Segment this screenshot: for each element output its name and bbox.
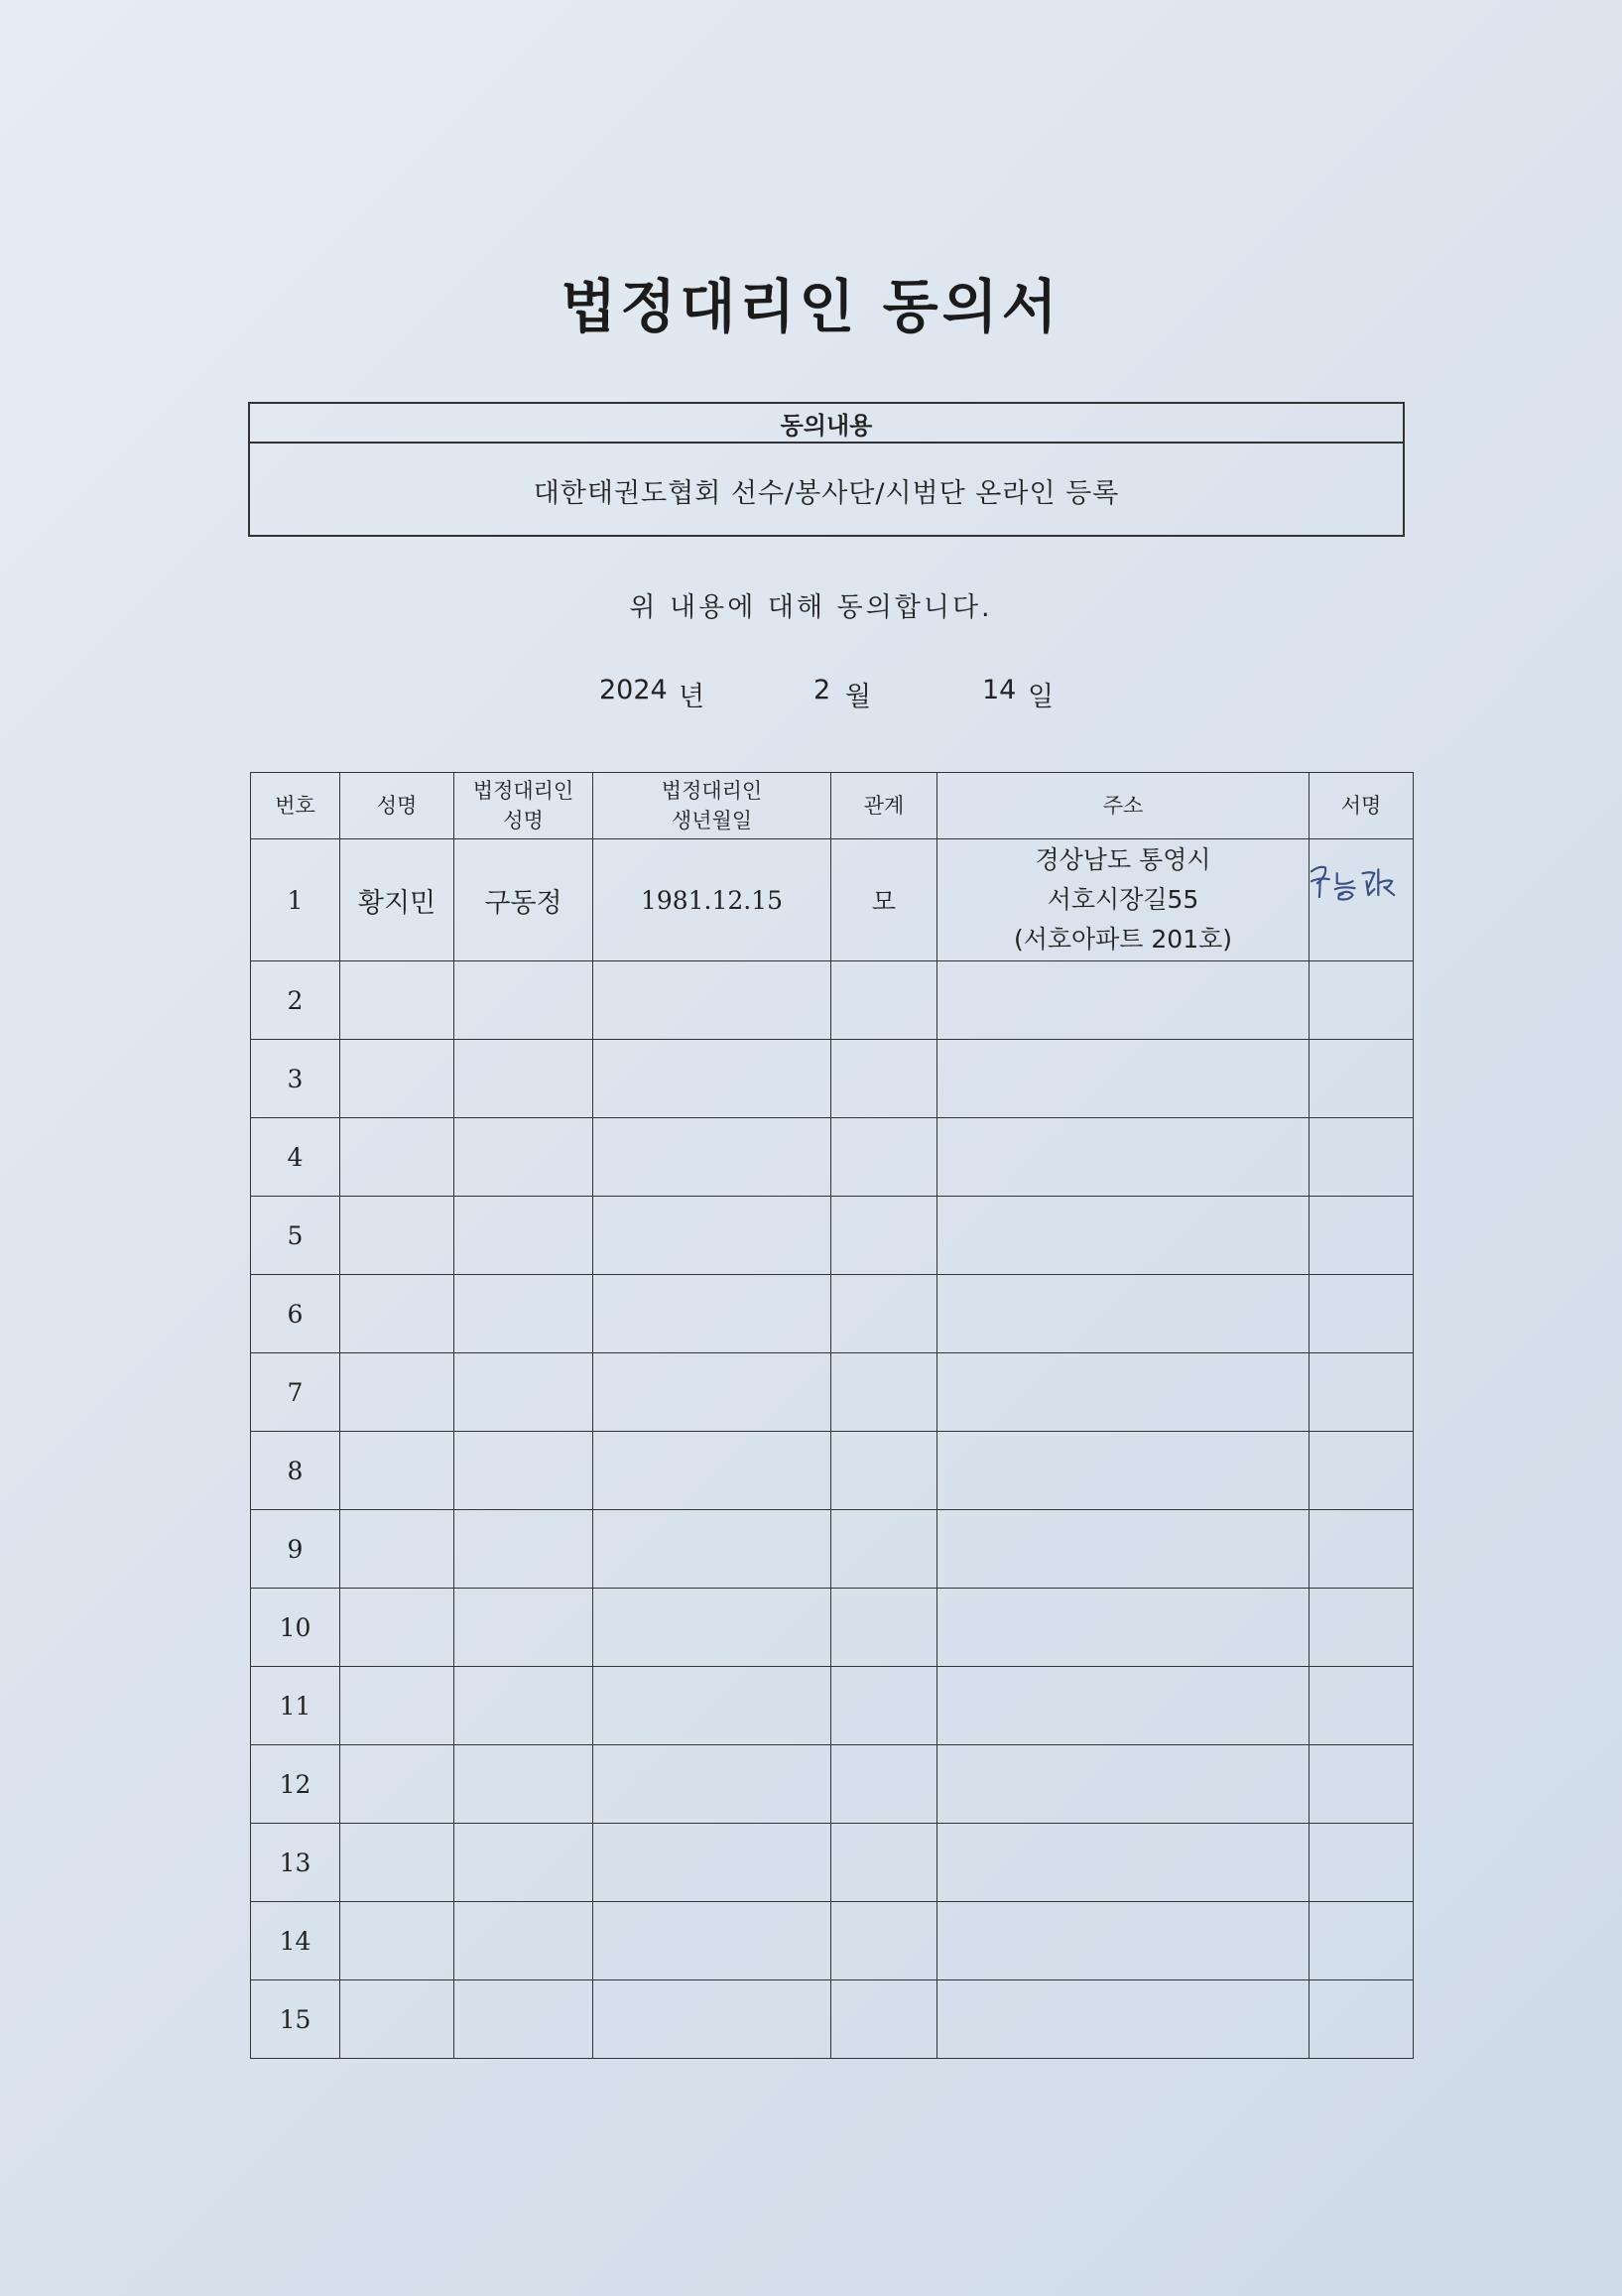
- signature-cell: [1310, 839, 1414, 961]
- relation: [831, 1040, 937, 1118]
- student-name: [340, 1353, 454, 1432]
- guardian-birthdate: [593, 961, 831, 1040]
- row-number: 8: [251, 1432, 340, 1510]
- address: [937, 1510, 1310, 1589]
- header-guardian-name-line2: 성명: [503, 809, 544, 832]
- table-row: [251, 1432, 1414, 1510]
- row-number: 7: [251, 1353, 340, 1432]
- address: [937, 1824, 1310, 1902]
- row-number: 3: [251, 1040, 340, 1118]
- relation: [831, 1745, 937, 1824]
- date-day-unit: 일: [1028, 682, 1055, 712]
- guardian-birthdate: [593, 1197, 831, 1275]
- header-guardian-name: [454, 773, 593, 839]
- relation: 모: [831, 839, 937, 961]
- student-name: [340, 1902, 454, 1980]
- table-row: [251, 1902, 1414, 1980]
- table-row: [251, 1040, 1414, 1118]
- relation: [831, 1980, 937, 2059]
- guardian-birthdate: [593, 1040, 831, 1118]
- guardian-name: [454, 1980, 593, 2059]
- row-number: 15: [251, 1980, 340, 2059]
- date-month-unit: 월: [845, 682, 872, 712]
- guardian-birthdate: [593, 1824, 831, 1902]
- table-row: [251, 1745, 1414, 1824]
- guardian-birthdate: [593, 1902, 831, 1980]
- student-name: [340, 1667, 454, 1745]
- header-guardian-birth: [593, 773, 831, 839]
- date-line: [0, 675, 1622, 712]
- page-title: 법정대리인 동의서: [561, 273, 1061, 340]
- relation: [831, 1589, 937, 1667]
- guardian-name: [454, 1745, 593, 1824]
- row-number: 9: [251, 1510, 340, 1589]
- relation: [831, 1902, 937, 1980]
- date-year-unit: 년: [679, 682, 705, 712]
- table-row: [251, 1589, 1414, 1667]
- address: [937, 1040, 1310, 1118]
- relation: [831, 1275, 937, 1353]
- relation: [831, 1432, 937, 1510]
- student-name: [340, 1745, 454, 1824]
- date-day: 14: [982, 675, 1017, 705]
- student-name: [340, 1432, 454, 1510]
- header-guardian-birth-line1: 법정대리인: [661, 779, 763, 803]
- address: [937, 1902, 1310, 1980]
- guardian-name: [454, 1589, 593, 1667]
- header-guardian-name-line1: 법정대리인: [472, 779, 574, 803]
- relation: [831, 1824, 937, 1902]
- signature-cell: [1310, 1040, 1414, 1118]
- relation: [831, 1353, 937, 1432]
- student-name: [340, 1118, 454, 1197]
- row-number: 4: [251, 1118, 340, 1197]
- row-number: 5: [251, 1197, 340, 1275]
- row-number: 11: [251, 1667, 340, 1745]
- student-name: [340, 1980, 454, 2059]
- signature-cell: [1310, 1745, 1414, 1824]
- guardian-birthdate: [593, 1589, 831, 1667]
- table-row: [251, 1353, 1414, 1432]
- signature-cell: [1310, 1510, 1414, 1589]
- student-name: [340, 1589, 454, 1667]
- table-row: [251, 1275, 1414, 1353]
- guardian-name: [454, 1432, 593, 1510]
- consent-box: [248, 402, 1405, 537]
- guardian-birthdate: [593, 1980, 831, 2059]
- address: [937, 1275, 1310, 1353]
- address-line2: 서호시장길55: [1047, 885, 1199, 914]
- guardian-name: [454, 1197, 593, 1275]
- guardian-name: [454, 1040, 593, 1118]
- address: [937, 1353, 1310, 1432]
- student-name: 황지민: [340, 839, 454, 961]
- address: [937, 1197, 1310, 1275]
- table-row: [251, 1510, 1414, 1589]
- row-number: 6: [251, 1275, 340, 1353]
- student-name: [340, 1275, 454, 1353]
- consent-header: 동의내용: [250, 404, 1403, 444]
- row-number: 12: [251, 1745, 340, 1824]
- relation: [831, 1118, 937, 1197]
- header-address: 주소: [937, 773, 1310, 839]
- signature-cell: [1310, 1980, 1414, 2059]
- table-row: [251, 1118, 1414, 1197]
- guardian-name: [454, 1353, 593, 1432]
- signature-cell: [1310, 1902, 1414, 1980]
- relation: [831, 1197, 937, 1275]
- address-line1: 경상남도 통영시: [1035, 845, 1211, 874]
- address: [937, 839, 1310, 961]
- guardian-name: 구동정: [454, 839, 593, 961]
- student-name: [340, 1197, 454, 1275]
- row-number: 1: [251, 839, 340, 961]
- header-guardian-birth-line2: 생년월일: [671, 809, 753, 832]
- table-row: [251, 1980, 1414, 2059]
- student-name: [340, 1040, 454, 1118]
- guardian-name: [454, 1667, 593, 1745]
- header-name: 성명: [340, 773, 454, 839]
- date-year: 2024: [599, 675, 668, 705]
- student-name: [340, 961, 454, 1040]
- header-no: 번호: [251, 773, 340, 839]
- row-number: 10: [251, 1589, 340, 1667]
- student-name: [340, 1510, 454, 1589]
- table-row: [251, 1824, 1414, 1902]
- address: [937, 1980, 1310, 2059]
- guardian-birthdate: [593, 1510, 831, 1589]
- table-row: [251, 961, 1414, 1040]
- address: [937, 1432, 1310, 1510]
- guardian-birthdate: [593, 1432, 831, 1510]
- table-row: [251, 1197, 1414, 1275]
- guardian-name: [454, 1824, 593, 1902]
- header-signature: 서명: [1310, 773, 1414, 839]
- guardian-birthdate: 1981.12.15: [593, 839, 831, 961]
- row-number: 14: [251, 1902, 340, 1980]
- table-row: [251, 1667, 1414, 1745]
- address-line3: (서호아파트 201호): [1013, 925, 1233, 954]
- signature-cell: [1310, 1667, 1414, 1745]
- guardian-name: [454, 1902, 593, 1980]
- table-header-row: [251, 773, 1414, 839]
- row-number: 2: [251, 961, 340, 1040]
- relation: [831, 961, 937, 1040]
- relation: [831, 1667, 937, 1745]
- guardian-name: [454, 1510, 593, 1589]
- relation: [831, 1510, 937, 1589]
- guardian-birthdate: [593, 1275, 831, 1353]
- guardian-name: [454, 961, 593, 1040]
- address: [937, 1118, 1310, 1197]
- signature-cell: [1310, 1197, 1414, 1275]
- signature-cell: [1310, 1432, 1414, 1510]
- table-row: [251, 839, 1414, 961]
- header-relation: 관계: [831, 773, 937, 839]
- guardian-birthdate: [593, 1745, 831, 1824]
- signature-cell: [1310, 1353, 1414, 1432]
- registration-table: [250, 772, 1414, 2059]
- guardian-name: [454, 1275, 593, 1353]
- signature-cell: [1310, 1118, 1414, 1197]
- guardian-birthdate: [593, 1353, 831, 1432]
- date-month: 2: [813, 675, 831, 705]
- address: [937, 1589, 1310, 1667]
- row-number: 13: [251, 1824, 340, 1902]
- signature-cell: [1310, 1589, 1414, 1667]
- signature-cell: [1310, 961, 1414, 1040]
- agreement-statement: 위 내용에 대해 동의합니다.: [629, 592, 993, 623]
- guardian-name: [454, 1118, 593, 1197]
- student-name: [340, 1824, 454, 1902]
- address: [937, 961, 1310, 1040]
- guardian-birthdate: [593, 1118, 831, 1197]
- address: [937, 1745, 1310, 1824]
- address: [937, 1667, 1310, 1745]
- consent-content: 대한태권도협회 선수/봉사단/시범단 온라인 등록: [533, 477, 1120, 509]
- signature-cell: [1310, 1275, 1414, 1353]
- handwritten-signature: [1310, 839, 1413, 960]
- signature-cell: [1310, 1824, 1414, 1902]
- guardian-birthdate: [593, 1667, 831, 1745]
